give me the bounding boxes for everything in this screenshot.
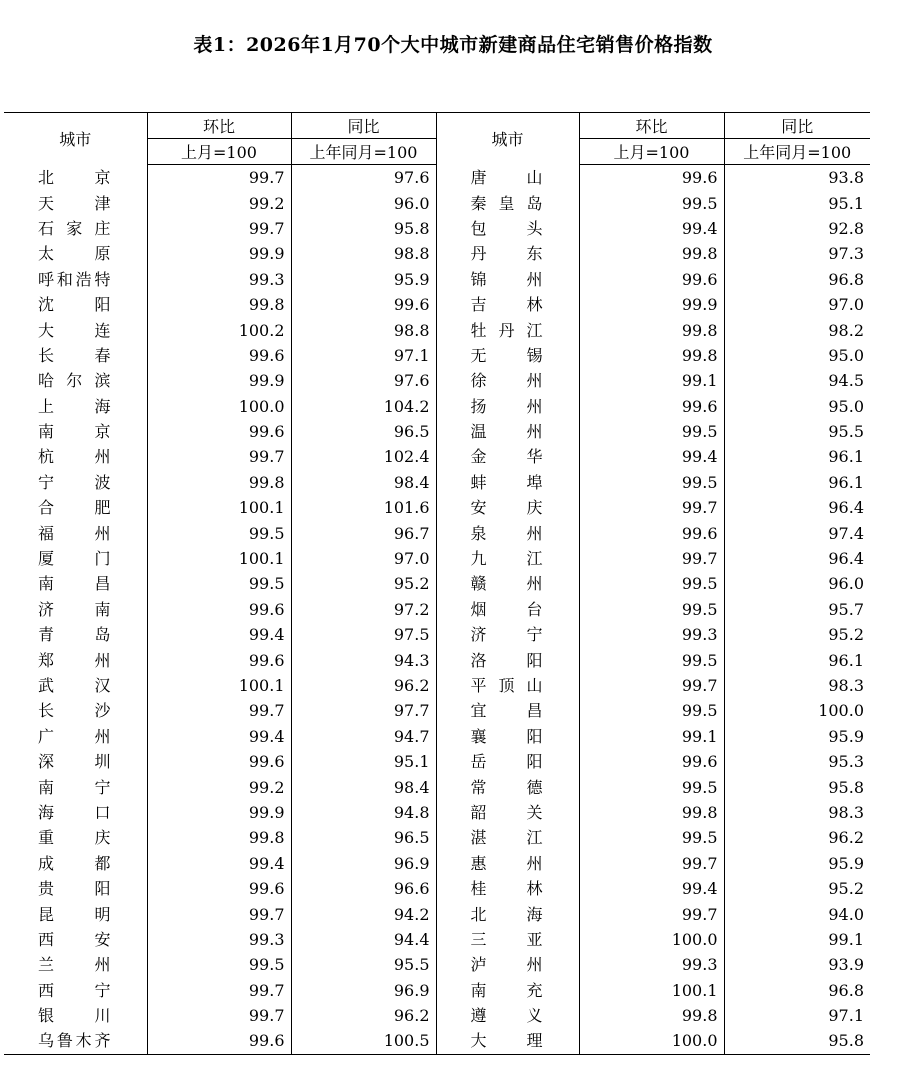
mom-value-left: 99.6 — [147, 647, 291, 672]
yoy-value-left: 98.8 — [291, 241, 436, 266]
mom-value-left: 99.7 — [147, 216, 291, 241]
yoy-value-left: 97.6 — [291, 165, 436, 191]
yoy-value-left: 101.6 — [291, 495, 436, 520]
yoy-value-right: 96.4 — [828, 498, 864, 518]
mom-value-right: 99.1 — [579, 368, 724, 393]
table-row — [4, 241, 870, 266]
yoy-value-left: 100.5 — [291, 1028, 436, 1054]
mom-value-left: 99.4 — [147, 724, 291, 749]
table-header — [4, 113, 870, 165]
mom-value-right: 99.1 — [579, 724, 724, 749]
yoy-value-right: 100.0 — [818, 701, 864, 721]
mom-value-right: 99.5 — [579, 597, 724, 622]
mom-value-right: 99.5 — [579, 647, 724, 672]
mom-value-right: 99.5 — [579, 825, 724, 850]
city-name-left: 贵 阳 — [4, 876, 147, 901]
yoy-value-left: 98.8 — [291, 317, 436, 342]
yoy-value-right: 95.5 — [828, 422, 864, 442]
yoy-value-left: 94.3 — [291, 647, 436, 672]
mom-value-right: 99.3 — [579, 952, 724, 977]
yoy-value-left: 97.5 — [291, 622, 436, 647]
city-name-right: 湛 江 — [436, 825, 579, 850]
yoy-value-right: 96.2 — [828, 828, 864, 848]
city-name-left: 沈 阳 — [4, 292, 147, 317]
yoy-value-right: 93.8 — [828, 168, 864, 188]
mom-value-left: 100.0 — [147, 394, 291, 419]
city-name-left: 厦 门 — [4, 546, 147, 571]
mom-value-right: 99.9 — [579, 292, 724, 317]
city-name-right: 泸 州 — [436, 952, 579, 977]
yoy-value-left: 97.0 — [291, 546, 436, 571]
yoy-value-left: 97.7 — [291, 698, 436, 723]
yoy-value-left: 98.4 — [291, 774, 436, 799]
city-name-left: 郑 州 — [4, 647, 147, 672]
mom-header-left: 环比 — [147, 113, 291, 139]
city-name-right: 扬 州 — [436, 394, 579, 419]
mom-value-right: 99.8 — [579, 317, 724, 342]
mom-value-left: 99.4 — [147, 622, 291, 647]
mom-value-right: 99.8 — [579, 343, 724, 368]
mom-value-right: 99.7 — [579, 495, 724, 520]
yoy-value-left: 97.6 — [291, 368, 436, 393]
yoy-value-right: 95.9 — [828, 853, 864, 873]
table-row — [4, 394, 870, 419]
yoy-base-left: 上年同月=100 — [291, 139, 436, 165]
yoy-value-left: 95.8 — [291, 216, 436, 241]
yoy-value-left: 97.1 — [291, 343, 436, 368]
city-name-left: 银 川 — [4, 1003, 147, 1028]
yoy-value-right: 98.3 — [828, 802, 864, 822]
city-name-right: 蚌 埠 — [436, 470, 579, 495]
yoy-value-left: 96.2 — [291, 673, 436, 698]
city-name-left: 长 沙 — [4, 698, 147, 723]
table-row — [4, 901, 870, 926]
city-name-left: 昆 明 — [4, 901, 147, 926]
mom-value-right: 99.7 — [579, 546, 724, 571]
city-name-right: 徐 州 — [436, 368, 579, 393]
yoy-value-left: 96.5 — [291, 419, 436, 444]
mom-value-left: 99.8 — [147, 825, 291, 850]
mom-value-right: 99.5 — [579, 419, 724, 444]
yoy-value-right: 98.3 — [828, 676, 864, 695]
yoy-value-right: 96.4 — [828, 549, 864, 569]
yoy-value-left: 95.9 — [291, 267, 436, 292]
city-header-right: 城市 — [436, 113, 579, 165]
city-name-left: 青 岛 — [4, 622, 147, 647]
city-name-right: 遵 义 — [436, 1003, 579, 1028]
mom-value-left: 99.6 — [147, 419, 291, 444]
yoy-value-left: 94.4 — [291, 927, 436, 952]
city-header-left: 城市 — [4, 113, 147, 165]
yoy-value-left: 94.2 — [291, 901, 436, 926]
yoy-value-right: 95.8 — [828, 777, 864, 797]
city-name-left: 深 圳 — [4, 749, 147, 774]
yoy-value-left: 96.0 — [291, 190, 436, 215]
yoy-value-right: 95.7 — [828, 599, 864, 619]
mom-value-left: 99.9 — [147, 800, 291, 825]
mom-value-left: 99.5 — [147, 520, 291, 545]
mom-value-right: 99.6 — [579, 394, 724, 419]
table-row — [4, 419, 870, 444]
mom-value-right: 99.7 — [579, 851, 724, 876]
city-name-left: 上 海 — [4, 394, 147, 419]
city-name-right: 锦 州 — [436, 267, 579, 292]
yoy-value-right: 98.2 — [828, 320, 864, 340]
mom-value-left: 99.6 — [147, 597, 291, 622]
city-name-right: 唐 山 — [436, 165, 579, 191]
yoy-value-left: 96.6 — [291, 876, 436, 901]
mom-value-right: 100.0 — [579, 927, 724, 952]
city-name-right: 赣 州 — [436, 571, 579, 596]
yoy-value-right: 96.1 — [828, 447, 864, 467]
table-body — [4, 165, 870, 1055]
table-row — [4, 876, 870, 901]
mom-value-left: 99.7 — [147, 165, 291, 191]
city-name-right: 九 江 — [436, 546, 579, 571]
mom-value-right: 99.5 — [579, 571, 724, 596]
mom-header-right: 环比 — [579, 113, 724, 139]
table-row — [4, 165, 870, 191]
mom-value-right: 99.7 — [579, 673, 724, 698]
city-name-right: 三 亚 — [436, 927, 579, 952]
table-row — [4, 267, 870, 292]
mom-value-right: 99.5 — [579, 698, 724, 723]
yoy-value-right: 97.0 — [828, 295, 864, 315]
yoy-value-right: 95.8 — [724, 1028, 870, 1054]
mom-value-left: 99.9 — [147, 368, 291, 393]
mom-value-right: 99.8 — [579, 241, 724, 266]
mom-value-left: 99.9 — [147, 241, 291, 266]
city-name-right: 宜 昌 — [436, 698, 579, 723]
city-name-left: 合 肥 — [4, 495, 147, 520]
city-name-right: 北 海 — [436, 901, 579, 926]
mom-value-left: 100.1 — [147, 673, 291, 698]
mom-value-left: 99.6 — [147, 749, 291, 774]
yoy-value-left: 98.4 — [291, 470, 436, 495]
yoy-value-right: 95.9 — [828, 726, 864, 746]
city-name-left: 济 南 — [4, 597, 147, 622]
mom-value-right: 99.7 — [579, 901, 724, 926]
table-row — [4, 343, 870, 368]
yoy-value-right: 95.0 — [828, 345, 864, 365]
yoy-header-right: 同比 — [724, 113, 870, 139]
mom-value-right: 99.6 — [579, 165, 724, 191]
yoy-value-right: 97.3 — [828, 244, 864, 264]
city-name-right: 洛 阳 — [436, 647, 579, 672]
city-name-left: 海 口 — [4, 800, 147, 825]
city-name-right: 安 庆 — [436, 495, 579, 520]
mom-value-left: 100.2 — [147, 317, 291, 342]
city-name-left: 长 春 — [4, 343, 147, 368]
yoy-value-right: 94.5 — [828, 371, 864, 391]
city-name-right: 岳 阳 — [436, 749, 579, 774]
table-row — [4, 216, 870, 241]
mom-value-right: 99.5 — [579, 470, 724, 495]
city-name-left: 杭 州 — [4, 444, 147, 469]
city-name-left: 福 州 — [4, 520, 147, 545]
city-name-right: 丹 东 — [436, 241, 579, 266]
mom-value-left: 99.4 — [147, 851, 291, 876]
table-row — [4, 368, 870, 393]
yoy-value-right: 95.0 — [828, 396, 864, 416]
yoy-value-left: 95.1 — [291, 749, 436, 774]
table-row — [4, 546, 870, 571]
table-row — [4, 851, 870, 876]
table-row — [4, 495, 870, 520]
city-name-right: 大 理 — [436, 1028, 579, 1054]
mom-value-left: 99.2 — [147, 774, 291, 799]
city-name-right: 烟 台 — [436, 597, 579, 622]
mom-value-right: 99.4 — [579, 876, 724, 901]
table-row — [4, 800, 870, 825]
table-row — [4, 724, 870, 749]
city-name-left: 乌鲁木齐 — [4, 1028, 147, 1054]
yoy-value-right: 96.1 — [828, 650, 864, 670]
yoy-value-left: 97.2 — [291, 597, 436, 622]
yoy-value-right: 97.1 — [828, 1006, 864, 1026]
mom-value-right: 100.0 — [579, 1028, 724, 1054]
city-name-left: 广 州 — [4, 724, 147, 749]
yoy-value-left: 95.2 — [291, 571, 436, 596]
city-name-right: 桂 林 — [436, 876, 579, 901]
mom-value-right: 99.5 — [579, 190, 724, 215]
city-name-left: 南 京 — [4, 419, 147, 444]
mom-value-left: 99.5 — [147, 571, 291, 596]
city-name-right: 秦 皇 岛 — [436, 190, 579, 215]
table-row — [4, 292, 870, 317]
yoy-value-right: 95.2 — [828, 625, 864, 645]
city-name-left: 西 宁 — [4, 978, 147, 1003]
city-name-left: 重 庆 — [4, 825, 147, 850]
city-name-right: 温 州 — [436, 419, 579, 444]
mom-value-left: 99.6 — [147, 876, 291, 901]
city-name-right: 无 锡 — [436, 343, 579, 368]
city-name-right: 包 头 — [436, 216, 579, 241]
table-row — [4, 444, 870, 469]
yoy-value-right: 97.4 — [828, 523, 864, 543]
table-row — [4, 774, 870, 799]
table-row — [4, 927, 870, 952]
city-name-right: 吉 林 — [436, 292, 579, 317]
price-index-table — [4, 112, 870, 1055]
table-row — [4, 647, 870, 672]
table-row — [4, 978, 870, 1003]
mom-value-left: 99.7 — [147, 444, 291, 469]
mom-value-right: 100.1 — [579, 978, 724, 1003]
yoy-value-left: 96.9 — [291, 851, 436, 876]
table-row — [4, 1028, 870, 1054]
table-row — [4, 190, 870, 215]
mom-value-left: 99.7 — [147, 901, 291, 926]
mom-value-left: 99.8 — [147, 292, 291, 317]
city-name-left: 北 京 — [4, 165, 147, 191]
city-name-right: 常 德 — [436, 774, 579, 799]
yoy-value-right: 92.8 — [828, 218, 864, 238]
yoy-value-left: 99.6 — [291, 292, 436, 317]
table-row — [4, 597, 870, 622]
city-name-left: 呼和浩特 — [4, 267, 147, 292]
mom-value-right: 99.6 — [579, 267, 724, 292]
yoy-value-left: 96.7 — [291, 520, 436, 545]
city-name-right: 襄 阳 — [436, 724, 579, 749]
mom-base-right: 上月=100 — [579, 139, 724, 165]
city-name-right: 牡 丹 江 — [436, 317, 579, 342]
yoy-value-left: 95.5 — [291, 952, 436, 977]
table-row — [4, 622, 870, 647]
city-name-right: 南 充 — [436, 978, 579, 1003]
city-name-left: 南 昌 — [4, 571, 147, 596]
yoy-value-right: 95.1 — [828, 193, 864, 213]
mom-value-right: 99.8 — [579, 800, 724, 825]
city-name-left: 武 汉 — [4, 673, 147, 698]
mom-value-left: 100.1 — [147, 546, 291, 571]
city-name-right: 金 华 — [436, 444, 579, 469]
city-name-left: 西 安 — [4, 927, 147, 952]
table-row — [4, 749, 870, 774]
mom-value-left: 99.7 — [147, 1003, 291, 1028]
yoy-value-left: 96.9 — [291, 978, 436, 1003]
table-row — [4, 470, 870, 495]
mom-value-left: 99.5 — [147, 952, 291, 977]
city-name-left: 哈 尔 滨 — [4, 368, 147, 393]
city-name-left: 大 连 — [4, 317, 147, 342]
yoy-value-right: 96.1 — [828, 472, 864, 492]
city-name-left: 成 都 — [4, 851, 147, 876]
mom-value-right: 99.6 — [579, 520, 724, 545]
yoy-value-right: 96.0 — [828, 574, 864, 594]
city-name-left: 兰 州 — [4, 952, 147, 977]
city-name-right: 平 顶 山 — [436, 673, 579, 698]
mom-value-right: 99.6 — [579, 749, 724, 774]
city-name-right: 惠 州 — [436, 851, 579, 876]
mom-value-left: 99.7 — [147, 978, 291, 1003]
yoy-value-left: 104.2 — [291, 394, 436, 419]
city-name-right: 泉 州 — [436, 520, 579, 545]
yoy-value-right: 95.3 — [828, 752, 864, 772]
mom-value-left: 99.3 — [147, 267, 291, 292]
yoy-value-left: 94.7 — [291, 724, 436, 749]
mom-value-left: 99.6 — [147, 343, 291, 368]
mom-value-left: 99.6 — [147, 1028, 291, 1054]
yoy-value-right: 94.0 — [828, 904, 864, 924]
table-row — [4, 825, 870, 850]
city-name-right: 韶 关 — [436, 800, 579, 825]
city-name-right: 济 宁 — [436, 622, 579, 647]
yoy-value-left: 94.8 — [291, 800, 436, 825]
mom-base-left: 上月=100 — [147, 139, 291, 165]
mom-value-right: 99.8 — [579, 1003, 724, 1028]
yoy-value-right: 96.8 — [828, 980, 864, 1000]
mom-value-right: 99.3 — [579, 622, 724, 647]
yoy-header-left: 同比 — [291, 113, 436, 139]
city-name-left: 天 津 — [4, 190, 147, 215]
yoy-value-left: 96.2 — [291, 1003, 436, 1028]
mom-value-left: 99.8 — [147, 470, 291, 495]
mom-value-left: 99.2 — [147, 190, 291, 215]
table-row — [4, 317, 870, 342]
table-row — [4, 673, 870, 698]
yoy-value-right: 99.1 — [828, 929, 864, 949]
yoy-value-right: 95.2 — [828, 879, 864, 899]
city-name-left: 宁 波 — [4, 470, 147, 495]
mom-value-left: 100.1 — [147, 495, 291, 520]
city-name-left: 太 原 — [4, 241, 147, 266]
table-row — [4, 1003, 870, 1028]
mom-value-right: 99.4 — [579, 444, 724, 469]
city-name-left: 南 宁 — [4, 774, 147, 799]
yoy-value-left: 96.5 — [291, 825, 436, 850]
table-row — [4, 698, 870, 723]
table-row — [4, 952, 870, 977]
yoy-value-right: 93.9 — [828, 955, 864, 975]
mom-value-left: 99.3 — [147, 927, 291, 952]
mom-value-right: 99.5 — [579, 774, 724, 799]
yoy-value-right: 96.8 — [828, 269, 864, 289]
table-row — [4, 520, 870, 545]
mom-value-left: 99.7 — [147, 698, 291, 723]
yoy-value-left: 102.4 — [291, 444, 436, 469]
table-row — [4, 571, 870, 596]
mom-value-right: 99.4 — [579, 216, 724, 241]
city-name-left: 石 家 庄 — [4, 216, 147, 241]
page-title: 表1：2026年1月70个大中城市新建商品住宅销售价格指数 — [193, 34, 713, 56]
yoy-base-right: 上年同月=100 — [724, 139, 870, 165]
